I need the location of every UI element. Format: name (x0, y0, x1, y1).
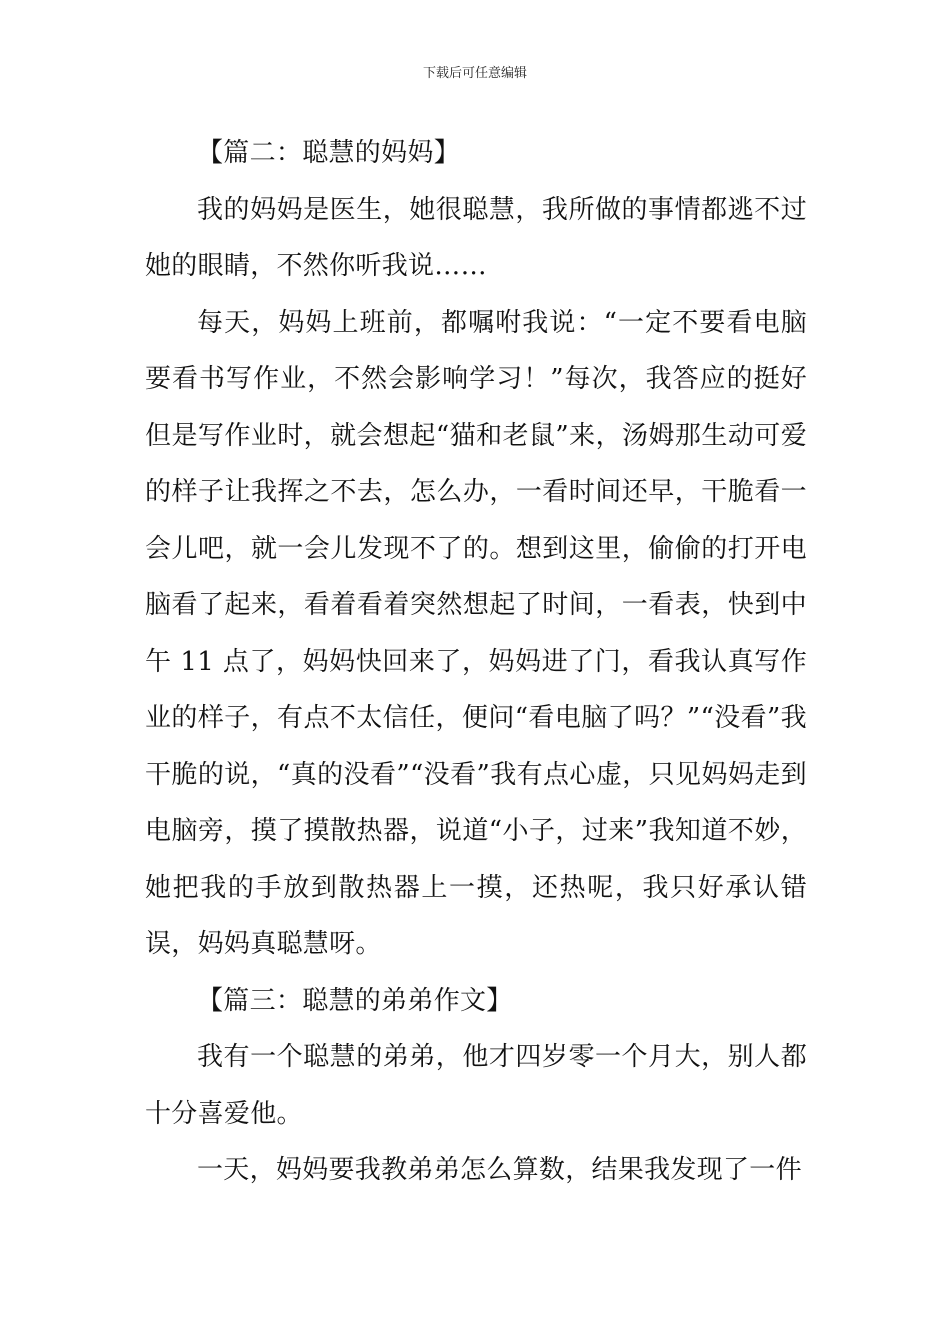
page-header: 下载后可任意编辑 (422, 66, 527, 81)
section-heading-3: 【篇三：聪慧的弟弟作文】 (197, 985, 513, 1016)
section-heading-2: 【篇二：聪慧的妈妈】 (197, 138, 461, 168)
paragraph: 我有一个聪慧的弟弟，他才四岁零一个月大，别人都十分喜爱他。 (145, 1042, 807, 1129)
paragraph: 每天，妈妈上班前，都嘱咐我说：“一定不要看电脑要看书写作业，不然会影响学习！”每次，我答应的挺好但是写作业时，就会想起“猫和老鼠”来，汤姆那生动可爱的样子让我挥之不去，怎么办，一看时间还早，干脆看一会儿吧，就一会儿发现不了的。想到这里，偷偷的打开电脑看了起来，看着看着突然想起了时间，一看表，快到中午 11 点了，妈妈快回来了，妈妈进了门，看我认真写作业的样子，有点不太信任，便问“看电脑了吗？”“没看”我干脆的说，“真的没看”“没看”我有点心虚，只见妈妈走到电脑旁，摸了摸散热器，说道“小子，过来”我知道不妙，她把我的手放到散热器上一摸，还热呢，我只好承认错误，妈妈真聪慧呀。 (145, 307, 807, 959)
document-body (145, 125, 807, 1199)
paragraph: 一天，妈妈要我教弟弟怎么算数，结果我发现了一件 (197, 1155, 802, 1185)
paragraph: 我的妈妈是医生，她很聪慧，我所做的事情都逃不过她的眼睛，不然你听我说…… (145, 194, 807, 281)
